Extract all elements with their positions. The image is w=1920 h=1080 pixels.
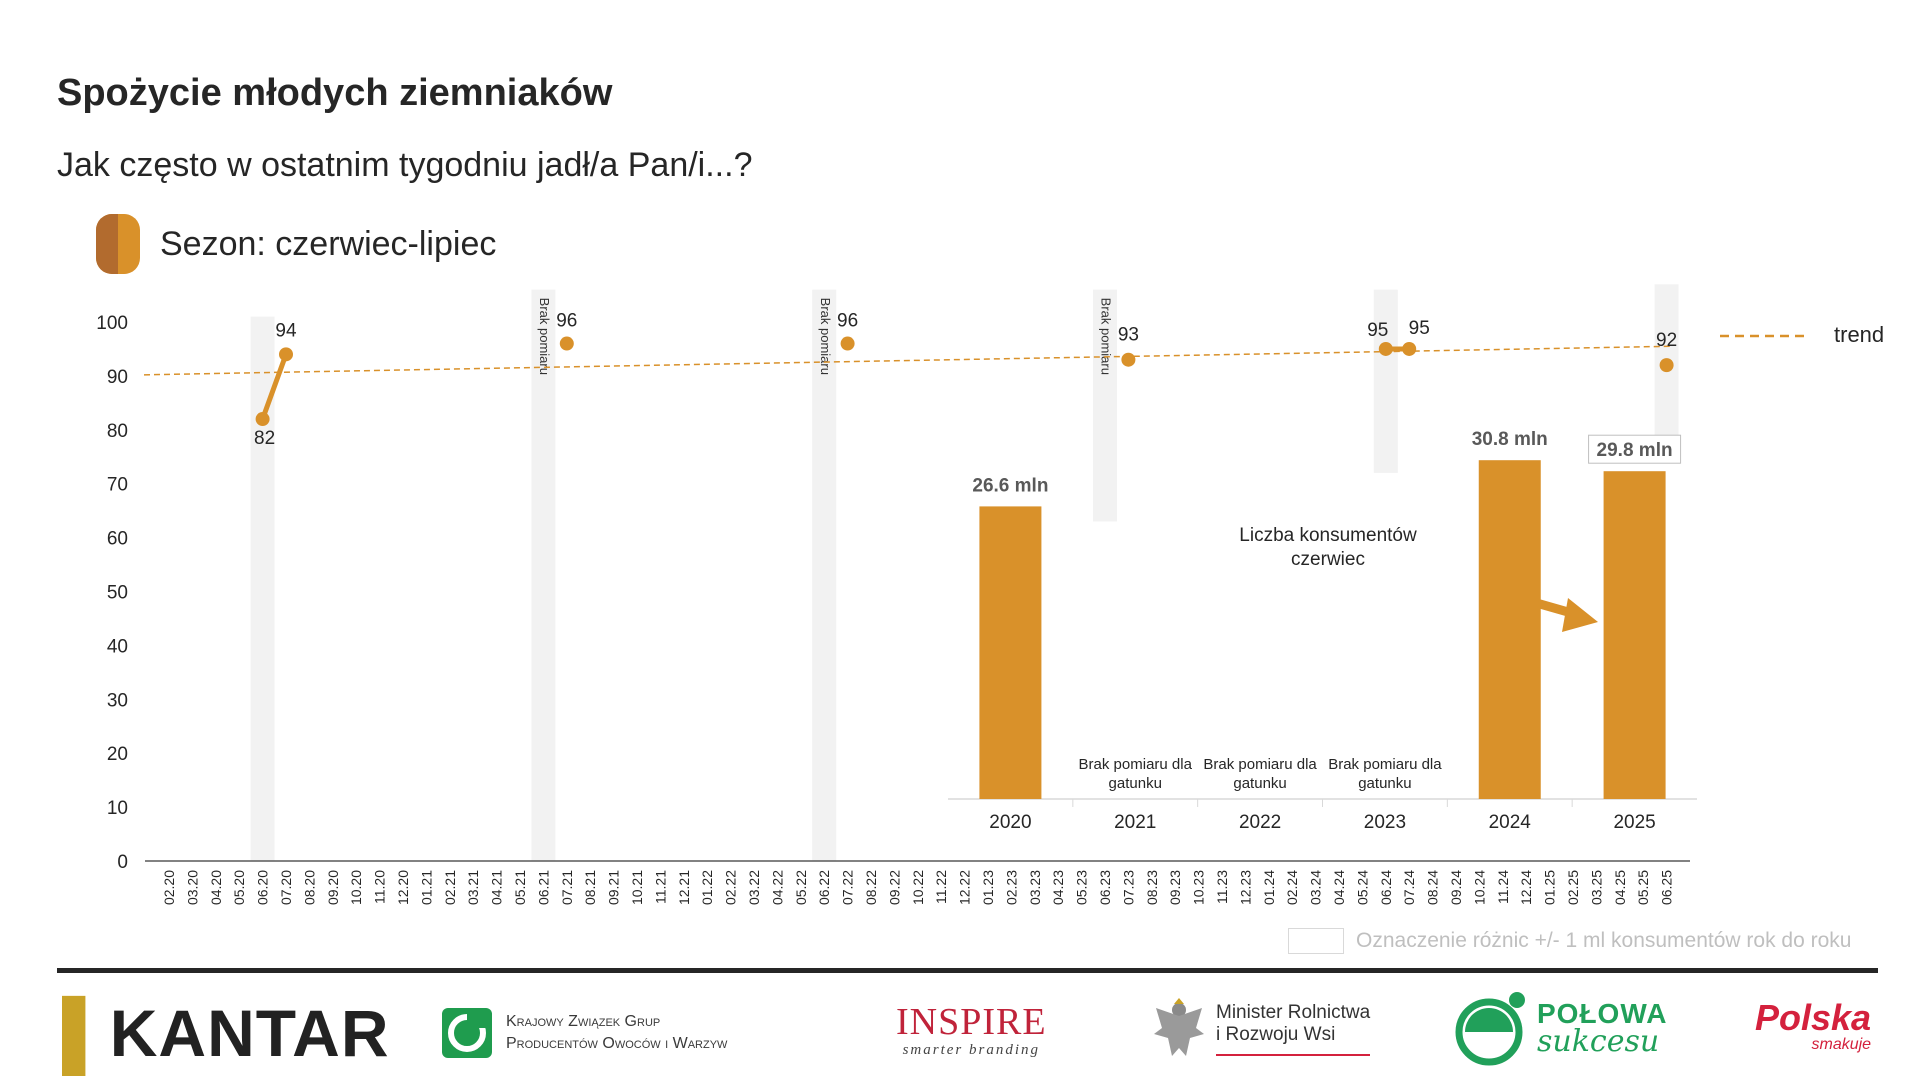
data-label-07.21: 96 <box>556 310 578 332</box>
x-tick-label: 12.20 <box>395 870 411 906</box>
data-label-07.20: 94 <box>275 320 297 342</box>
x-tick-label: 03.21 <box>465 870 482 906</box>
inset-bar-2025 <box>1604 471 1666 799</box>
missing-label-line: Brak pomiaru dla <box>1328 756 1442 773</box>
data-label-06.24: 95 <box>1367 319 1389 341</box>
data-label-06.20: 82 <box>254 428 276 450</box>
inset-bar-2024 <box>1479 460 1541 799</box>
missing-label-line: Brak pomiaru dla <box>1203 756 1317 773</box>
x-tick-label: 01.22 <box>699 870 716 906</box>
data-label-07.23: 93 <box>1117 324 1139 346</box>
x-tick-label: 10.21 <box>629 870 645 906</box>
x-tick-label: 01.24 <box>1260 870 1277 906</box>
data-point-07.22 <box>841 337 855 351</box>
inspire-tagline: smarter branding <box>902 1042 1040 1058</box>
band-note: Brak pomiaru <box>536 297 552 375</box>
x-tick-label: 02.21 <box>441 870 458 906</box>
highlight-band-06.24 <box>1374 290 1398 473</box>
x-tick-label: 07.23 <box>1120 870 1137 906</box>
x-tick-label: 02.22 <box>722 870 739 906</box>
kzgp-emblem-icon <box>440 1006 494 1060</box>
kzgp-logo <box>440 1006 727 1060</box>
x-tick-label: 03.20 <box>184 870 201 906</box>
x-tick-label: 10.22 <box>909 870 926 906</box>
inset-bar-2020 <box>979 506 1041 799</box>
x-tick-label: 02.25 <box>1565 870 1581 906</box>
x-tick-label: 07.22 <box>839 870 856 906</box>
y-tick-label: 10 <box>106 798 128 820</box>
plate-icon <box>1455 990 1527 1066</box>
inset-title-line: czerwiec <box>1291 549 1365 570</box>
data-label-06.25: 92 <box>1656 330 1678 352</box>
inset-category-label: 2024 <box>1488 812 1531 833</box>
x-tick-label: 11.21 <box>652 870 669 904</box>
y-tick-label: 30 <box>106 690 128 712</box>
x-tick-label: 05.21 <box>512 870 528 906</box>
x-tick-label: 06.25 <box>1658 870 1675 906</box>
x-tick-label: 09.24 <box>1448 870 1464 906</box>
highlight-band-06.22 <box>812 290 836 861</box>
season-label: Sezon: czerwiec-lipiec <box>160 224 497 263</box>
data-point-07.24 <box>1402 342 1416 356</box>
x-tick-label: 04.21 <box>488 870 505 906</box>
x-tick-label: 07.24 <box>1401 870 1418 906</box>
kantar-logo: ▌KANTAR <box>62 996 390 1070</box>
change-arrow-head <box>1562 598 1598 632</box>
ministry-line-1: Minister Rolnictwa <box>1216 1002 1371 1023</box>
x-tick-label: 03.24 <box>1307 870 1324 906</box>
difference-legend-swatch <box>1288 928 1344 954</box>
footer-divider <box>57 968 1878 973</box>
x-tick-label: 10.23 <box>1190 870 1207 906</box>
x-tick-label: 05.20 <box>231 870 248 906</box>
band-note: Brak pomiaru <box>1098 297 1114 375</box>
kzgp-line-2: Producentów Owoców i Warzyw <box>506 1035 728 1052</box>
inset-value-label-2024: 30.8 mln <box>1471 429 1548 451</box>
missing-label-line: gatunku <box>1358 775 1412 792</box>
data-point-07.20 <box>279 347 293 361</box>
polowa-top-text: POŁOWA <box>1537 997 1668 1029</box>
ministry-logo <box>1150 998 1370 1060</box>
flag-stripe <box>1216 1052 1370 1056</box>
inset-category-label: 2025 <box>1613 812 1656 833</box>
data-point-06.20 <box>256 412 270 426</box>
kzgp-line-1: Krajowy Związek Grup <box>506 1013 661 1030</box>
data-point-06.24 <box>1379 342 1393 356</box>
x-tick-label: 11.23 <box>1214 870 1230 904</box>
x-tick-label: 09.23 <box>1167 870 1184 906</box>
data-point-07.23 <box>1121 353 1135 367</box>
y-tick-label: 40 <box>106 636 128 658</box>
x-tick-label: 09.22 <box>886 870 903 906</box>
x-tick-label: 08.21 <box>582 870 599 906</box>
x-tick-label: 05.22 <box>792 870 809 906</box>
polska-sub-text: smakuje <box>1811 1036 1872 1053</box>
x-tick-label: 07.20 <box>278 870 294 906</box>
inspire-logo-text: INSPIRE <box>896 1001 1047 1043</box>
band-gap <box>1093 522 1117 570</box>
x-tick-label: 06.23 <box>1097 870 1113 906</box>
inset-category-label: 2023 <box>1363 812 1407 833</box>
x-tick-label: 06.24 <box>1377 870 1394 906</box>
x-tick-label: 06.21 <box>535 870 552 906</box>
x-tick-label: 08.23 <box>1143 870 1160 906</box>
x-tick-label: 09.21 <box>605 870 622 906</box>
ministry-line-2: i Rozwoju Wsi <box>1216 1024 1336 1045</box>
polska-main-text: Polska <box>1755 997 1872 1038</box>
x-tick-label: 04.22 <box>769 870 786 906</box>
x-tick-label: 06.20 <box>254 870 271 906</box>
x-tick-label: 03.23 <box>1026 870 1043 906</box>
inspire-logo <box>896 1002 1047 1059</box>
y-tick-label: 100 <box>96 313 128 334</box>
trend-line <box>144 346 1672 375</box>
x-tick-label: 11.20 <box>371 870 388 904</box>
y-tick-label: 70 <box>106 474 128 496</box>
x-tick-label: 02.23 <box>1003 870 1020 906</box>
polowa-sukcesu-logo <box>1455 990 1667 1066</box>
x-tick-label: 10.20 <box>348 870 365 906</box>
inset-value-label-2020: 26.6 mln <box>972 475 1049 497</box>
y-tick-label: 90 <box>106 366 128 388</box>
x-tick-label: 03.25 <box>1588 870 1605 906</box>
missing-label-line: gatunku <box>1108 775 1162 792</box>
inset-category-label: 2020 <box>989 812 1032 833</box>
page-title: Spożycie młodych ziemniaków <box>57 72 613 114</box>
y-tick-label: 50 <box>106 582 128 604</box>
x-tick-label: 01.21 <box>418 870 435 906</box>
x-tick-label: 12.21 <box>675 870 692 906</box>
x-tick-label: 12.22 <box>956 870 973 906</box>
x-tick-label: 03.22 <box>746 870 762 906</box>
x-tick-label: 07.21 <box>558 870 575 906</box>
highlight-band-06.21 <box>531 290 555 861</box>
x-tick-label: 02.24 <box>1284 870 1301 906</box>
x-tick-label: 05.23 <box>1073 870 1090 906</box>
trend-legend-label: trend <box>1834 322 1885 347</box>
kantar-logo-text: KANTAR <box>109 996 390 1070</box>
page-subtitle: Jak często w ostatnim tygodniu jadł/a Pan/i...? <box>57 146 753 184</box>
x-tick-label: 11.22 <box>933 870 950 904</box>
polowa-bottom-text: sukcesu <box>1537 1023 1660 1059</box>
y-tick-label: 80 <box>106 420 128 442</box>
x-tick-label: 04.24 <box>1331 870 1347 906</box>
x-tick-label: 08.20 <box>301 870 318 906</box>
inset-title-line: Liczba konsumentów <box>1239 525 1417 546</box>
inset-value-label-2025: 29.8 mln <box>1596 440 1673 462</box>
x-tick-label: 05.25 <box>1635 870 1652 906</box>
x-tick-label: 02.20 <box>161 870 177 906</box>
missing-label-line: Brak pomiaru dla <box>1078 756 1192 773</box>
x-tick-label: 04.23 <box>1050 870 1067 906</box>
x-tick-label: 08.24 <box>1424 870 1441 906</box>
band-note: Brak pomiaru <box>817 297 833 375</box>
x-tick-label: 04.20 <box>207 870 224 906</box>
inset-category-label: 2022 <box>1238 812 1282 833</box>
x-tick-label: 10.24 <box>1471 870 1488 906</box>
eagle-emblem-icon <box>1150 998 1208 1060</box>
x-tick-label: 06.22 <box>816 870 833 906</box>
x-tick-label: 12.23 <box>1237 870 1254 906</box>
data-label-07.24: 95 <box>1408 317 1430 339</box>
x-tick-label: 11.24 <box>1494 870 1511 904</box>
inset-category-label: 2021 <box>1114 812 1157 833</box>
data-label-07.22: 96 <box>837 310 859 332</box>
data-point-06.25 <box>1660 358 1674 372</box>
x-tick-label: 01.25 <box>1541 870 1558 906</box>
x-tick-label: 12.24 <box>1518 870 1535 906</box>
x-tick-label: 08.22 <box>863 870 879 906</box>
x-tick-label: 05.24 <box>1354 870 1371 906</box>
x-tick-label: 04.25 <box>1611 870 1628 906</box>
x-tick-label: 09.20 <box>324 870 341 906</box>
y-tick-label: 0 <box>117 852 128 873</box>
y-tick-label: 20 <box>106 744 128 766</box>
missing-label-line: gatunku <box>1233 775 1287 792</box>
polska-smakuje-logo <box>1755 997 1872 1054</box>
data-point-07.21 <box>560 337 574 351</box>
difference-legend-label: Oznaczenie różnic +/- 1 ml konsumentów rok do roku <box>1356 929 1852 952</box>
x-tick-label: 01.23 <box>980 870 996 906</box>
y-tick-label: 60 <box>106 528 128 550</box>
